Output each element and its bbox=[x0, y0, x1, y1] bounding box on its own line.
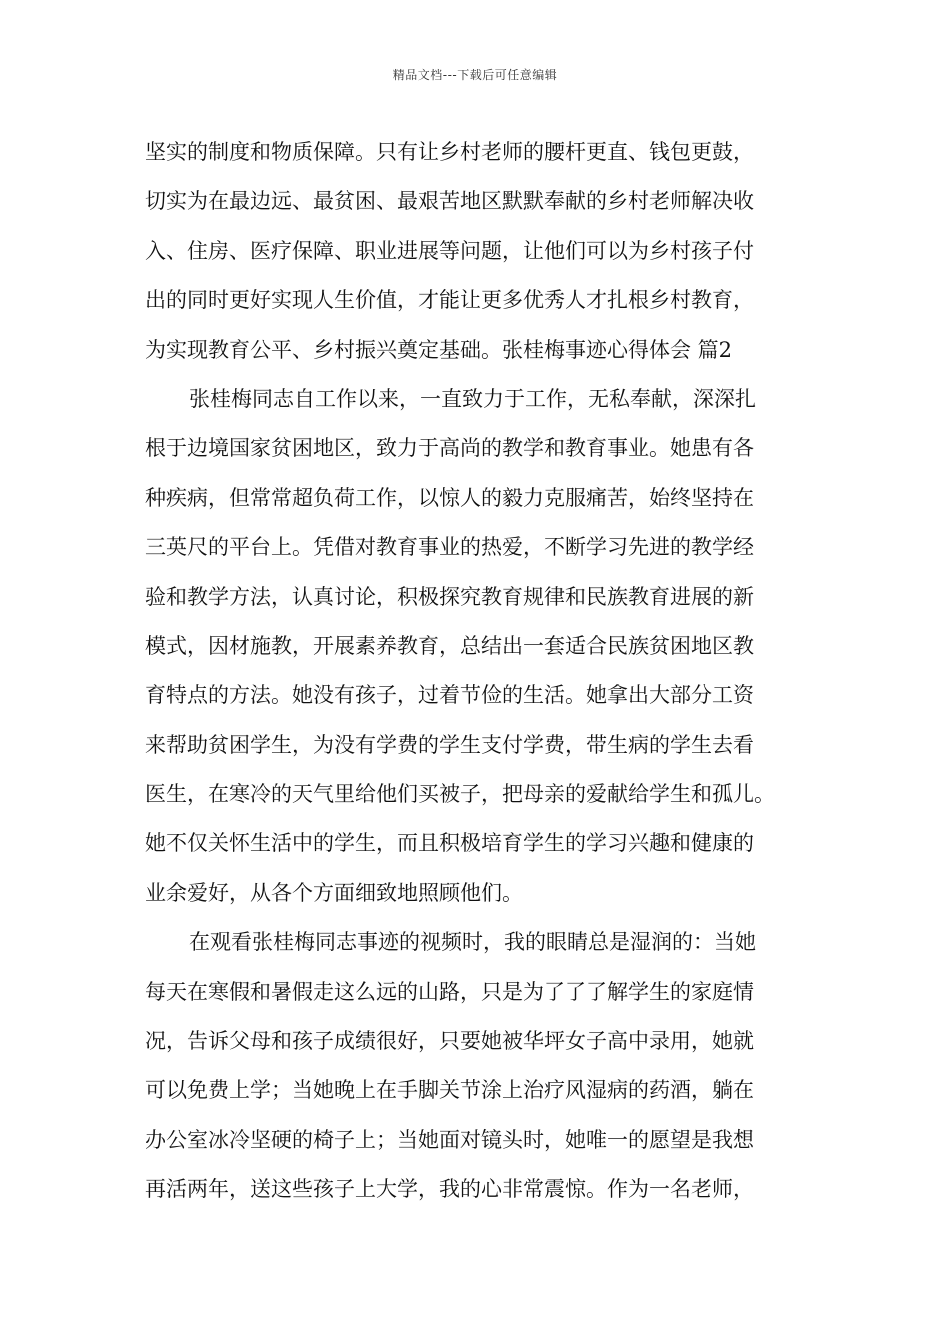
text-line: 验和教学方法，认真讨论，积极探究教育规律和民族教育进展的新 bbox=[145, 584, 754, 609]
text-line: 再活两年，送这些孩子上大学，我的心非常震惊。作为一名老师， bbox=[145, 1177, 754, 1202]
text-line: 张桂梅同志自工作以来，一直致力于工作，无私奉献，深深扎 bbox=[189, 386, 756, 411]
text-line: 出的同时更好实现人生价值，才能让更多优秀人才扎根乡村教育， bbox=[145, 288, 754, 313]
text-line: 办公室冰冷坚硬的椅子上；当她面对镜头时，她唯一的愿望是我想 bbox=[145, 1127, 754, 1152]
page-header: 精品文档---下载后可任意编辑 bbox=[392, 68, 558, 82]
text-line: 在观看张桂梅同志事迹的视频时，我的眼睛总是湿润的：当她 bbox=[189, 930, 756, 955]
document-body bbox=[145, 128, 810, 1215]
text-line: 切实为在最边远、最贫困、最艰苦地区默默奉献的乡村老师解决收 bbox=[145, 189, 754, 214]
text-line: 况，告诉父母和孩子成绩很好，只要她被华坪女子高中录用，她就 bbox=[145, 1029, 754, 1054]
text-line: 三英尺的平台上。凭借对教育事业的热爱，不断学习先进的教学经 bbox=[145, 535, 754, 560]
text-line: 她不仅关怀生活中的学生，而且积极培育学生的学习兴趣和健康的 bbox=[145, 831, 754, 856]
text-line: 入、住房、医疗保障、职业进展等问题，让他们可以为乡村孩子付 bbox=[145, 238, 754, 263]
text-line: 根于边境国家贫困地区，致力于高尚的教学和教育事业。她患有各 bbox=[145, 436, 754, 461]
text-line: 坚实的制度和物质保障。只有让乡村老师的腰杆更直、钱包更鼓， bbox=[145, 140, 754, 164]
text-line: 模式，因材施教，开展素养教育，总结出一套适合民族贫困地区教 bbox=[145, 633, 754, 658]
text-line: 每天在寒假和暑假走这么远的山路，只是为了了了解学生的家庭情 bbox=[145, 979, 754, 1004]
text-line: 可以免费上学；当她晚上在手脚关节涂上治疗风湿病的药酒，躺在 bbox=[145, 1078, 754, 1103]
text-line: 种疾病，但常常超负荷工作，以惊人的毅力克服痛苦，始终坚持在 bbox=[145, 485, 754, 510]
text-line: 业余爱好，从各个方面细致地照顾他们。 bbox=[145, 880, 523, 905]
text-line: 医生，在寒冷的天气里给他们买被子，把母亲的爱献给学生和孤儿。 bbox=[145, 782, 775, 807]
text-line: 育特点的方法。她没有孩子，过着节俭的生活。她拿出大部分工资 bbox=[145, 683, 754, 708]
text-line: 为实现教育公平、乡村振兴奠定基础。张桂梅事迹心得体会 篇2 bbox=[145, 337, 733, 362]
text-line: 来帮助贫困学生，为没有学费的学生支付学费，带生病的学生去看 bbox=[145, 732, 754, 757]
